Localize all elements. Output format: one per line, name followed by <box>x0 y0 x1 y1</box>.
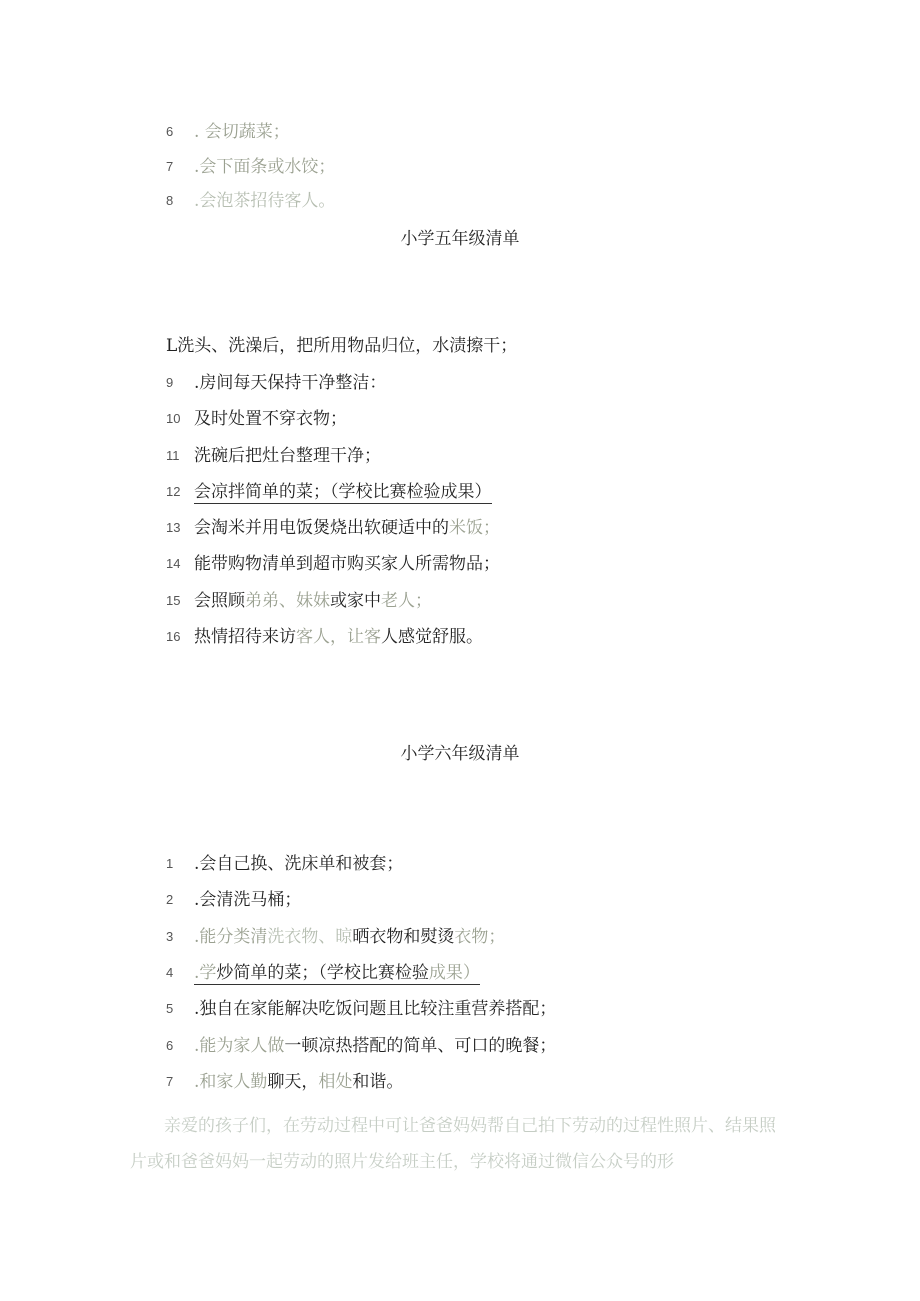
item-text: 晒衣物和熨烫 <box>352 927 455 947</box>
item-number: 7 <box>166 1074 174 1089</box>
list-item <box>166 445 381 467</box>
item-text: 成果） <box>428 963 480 983</box>
list-item <box>166 590 432 612</box>
list-item <box>166 121 290 143</box>
list-item <box>166 889 301 911</box>
item-text: 会凉拌简单的菜；（学校比赛检验成果） <box>194 482 492 502</box>
item-text: .和家人勤 <box>194 1072 268 1092</box>
item-text: 洗碗后把灶台整理干净； <box>194 446 381 466</box>
list-item <box>166 517 500 539</box>
list-item <box>166 998 556 1020</box>
item-number: 11 <box>166 448 180 463</box>
list-item <box>166 156 335 178</box>
item-text: 热情招待来访 <box>194 627 296 647</box>
item-number: 6 <box>166 124 174 139</box>
item-text: 相处 <box>318 1072 353 1092</box>
item-text: .会下面条或水饺； <box>194 157 336 177</box>
item-text: 及时处置不穿衣物； <box>194 409 347 429</box>
item-number: 1 <box>166 856 174 871</box>
item-text: .能分类清 <box>194 927 268 947</box>
item-text: 弟弟、妹妹 <box>245 591 330 611</box>
item-text: 炒简单的菜；（学校比赛检验 <box>216 963 429 983</box>
list-item <box>166 926 505 948</box>
list-item <box>166 408 347 430</box>
list-item <box>166 372 386 394</box>
item-number: 6 <box>166 1038 174 1053</box>
item-text: 或家中 <box>330 591 381 611</box>
grade5-title: 小学五年级清单 <box>400 229 520 249</box>
item-text: 一顿凉热搭配的简单、可口的晚餐； <box>284 1036 557 1056</box>
item-text: 能带购物清单到超市购买家人所需物品； <box>194 554 500 574</box>
item-text: .学 <box>194 963 217 983</box>
item-text: 人感觉舒服。 <box>381 627 483 647</box>
item-text: .房间每天保持干净整洁： <box>194 373 387 393</box>
grade6-title: 小学六年级清单 <box>400 744 520 764</box>
list-item <box>166 626 483 648</box>
item-number: 2 <box>166 892 174 907</box>
item-number: 16 <box>166 629 181 644</box>
item-text: .独自在家能解决吃饭问题且比较注重营养搭配； <box>194 999 557 1019</box>
item-text: 会照顾 <box>194 591 245 611</box>
item-number: 12 <box>166 484 181 499</box>
item-text: 米饭； <box>449 518 500 538</box>
closing-paragraph: 亲爱的孩子们，在劳动过程中可让爸爸妈妈帮自己拍下劳动的过程性照片、结果照片或和爸爸妈妈一起劳动的照片发给班主任，学校将通过微信公众号的形 <box>130 1116 776 1172</box>
item-number: 8 <box>166 193 174 208</box>
item-text: .会泡茶招待客人。 <box>194 191 336 211</box>
item-text: 衣物； <box>454 927 506 947</box>
item-number: 4 <box>166 965 174 980</box>
item-text: 和谐。 <box>352 1072 404 1092</box>
item-number: 13 <box>166 520 181 535</box>
item-text: L洗头、洗澡后，把所用物品归位，水渍擦干； <box>166 336 518 356</box>
item-text: .会自己换、洗床单和被套； <box>194 854 404 874</box>
item-text: 客人，让客 <box>296 627 381 647</box>
item-number: 9 <box>166 375 174 390</box>
list-item <box>166 853 403 875</box>
list-item <box>166 962 480 984</box>
item-text: 聊天， <box>267 1072 319 1092</box>
list-item <box>166 1071 403 1093</box>
item-text: .会清洗马桶； <box>194 890 302 910</box>
item-number: 5 <box>166 1001 174 1016</box>
item-text: 洗衣物、晾 <box>267 927 353 947</box>
item-text: .能为家人做 <box>194 1036 285 1056</box>
item-number: 10 <box>166 411 181 426</box>
list-item <box>166 553 500 575</box>
item-number: 7 <box>166 159 174 174</box>
item-text: . 会切蔬菜； <box>194 122 290 142</box>
list-item <box>166 1035 556 1057</box>
list-item <box>166 190 335 212</box>
item-number: 15 <box>166 593 181 608</box>
item-text: 会淘米并用电饭煲烧出软硬适中的 <box>194 518 449 538</box>
list-item <box>166 481 492 503</box>
item-number: 3 <box>166 929 174 944</box>
item-text: 老人； <box>381 591 432 611</box>
item-number: 14 <box>166 556 181 571</box>
list-item <box>166 335 517 357</box>
